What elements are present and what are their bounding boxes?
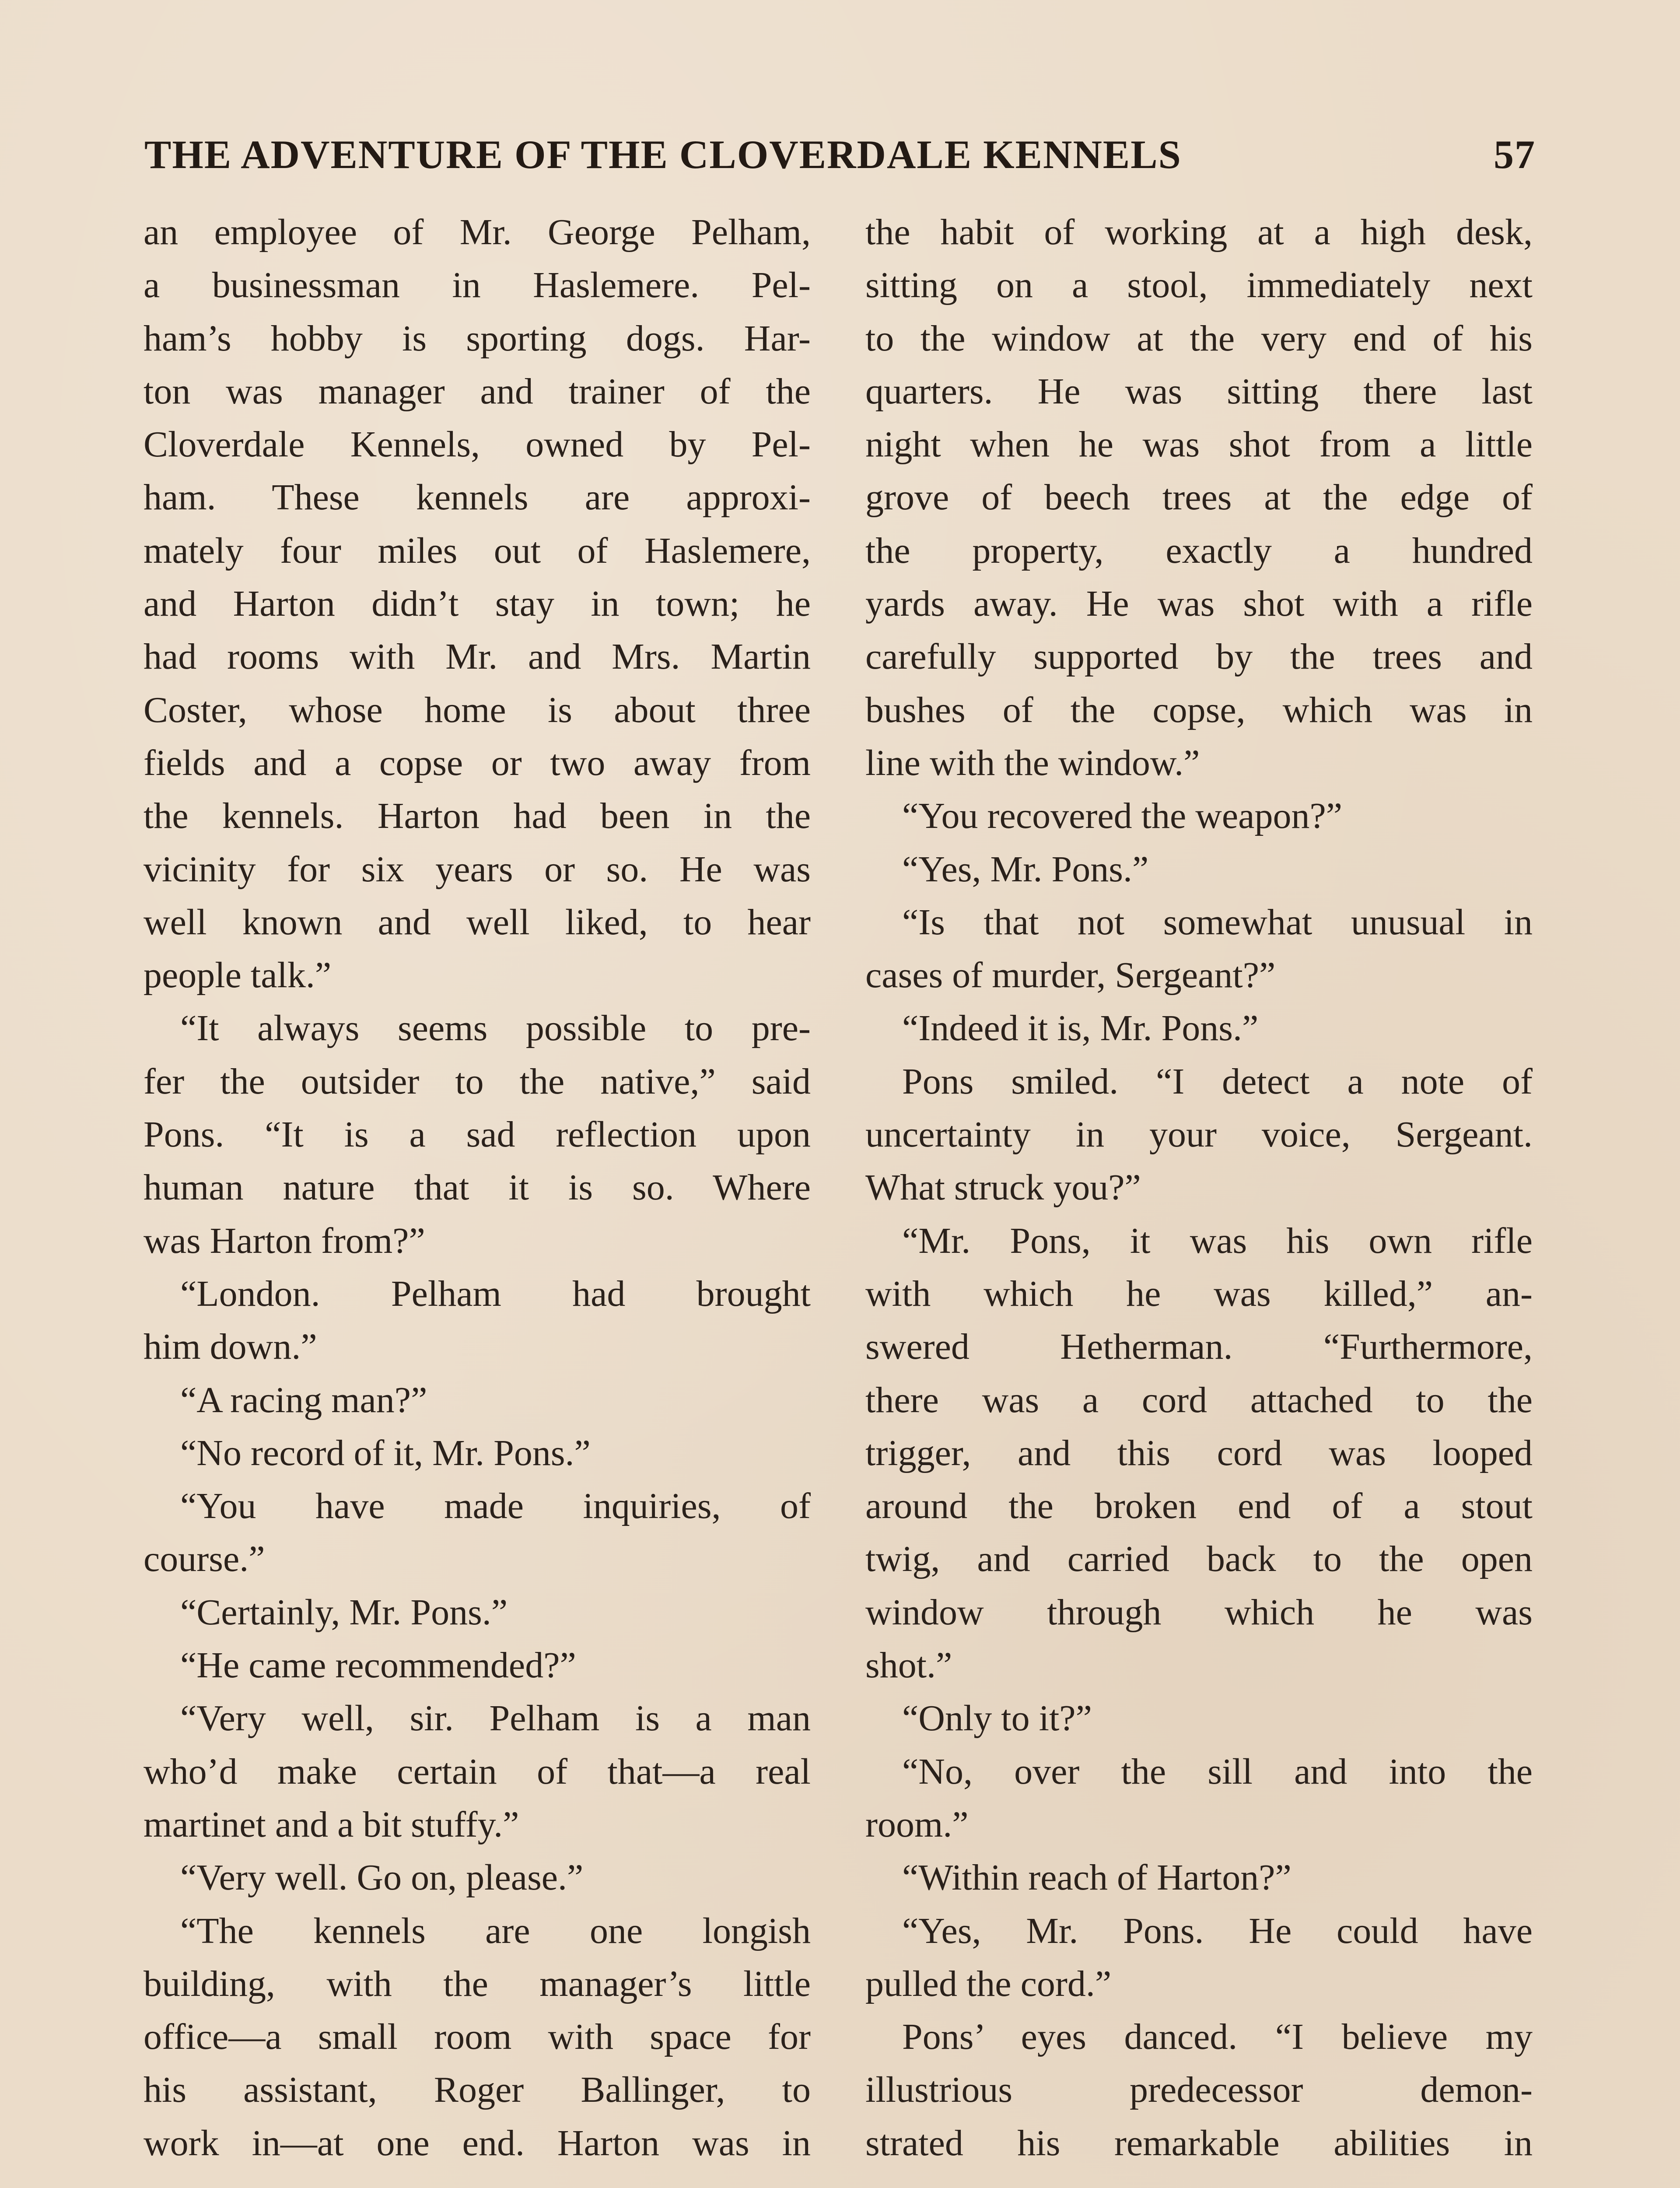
text-line: mately four miles out of Haslemere, xyxy=(144,530,811,571)
text-line: “Indeed it is, Mr. Pons.” xyxy=(902,1008,1259,1049)
text-line: “Only to it?” xyxy=(902,1698,1092,1739)
text-line: well known and well liked, to hear xyxy=(144,901,811,943)
text-line: “No, over the sill and into the xyxy=(902,1751,1533,1792)
text-line: swered Hetherman. “Furthermore, xyxy=(865,1326,1533,1368)
text-line: “Very well. Go on, please.” xyxy=(180,1857,584,1898)
text-line: carefully supported by the trees and xyxy=(865,636,1533,677)
text-line: “Yes, Mr. Pons.” xyxy=(902,849,1149,890)
right-text-column xyxy=(865,206,1533,2188)
text-line: “London. Pelham had brought xyxy=(180,1273,811,1314)
text-line: had rooms with Mr. and Mrs. Martin xyxy=(144,636,811,677)
text-line: “You recovered the weapon?” xyxy=(902,796,1343,837)
text-line: with which he was killed,” an- xyxy=(865,1273,1533,1314)
text-line: trigger, and this cord was looped xyxy=(865,1432,1533,1473)
text-line: ham’s hobby is sporting dogs. Har- xyxy=(144,318,811,359)
text-line: “Very well, sir. Pelham is a man xyxy=(180,1698,811,1739)
text-line: “Certainly, Mr. Pons.” xyxy=(180,1592,508,1633)
text-line: “It always seems possible to pre- xyxy=(180,1008,811,1049)
text-line: window through which he was xyxy=(865,1592,1533,1633)
text-line: Coster, whose home is about three xyxy=(144,689,811,730)
text-line: ton was manager and trainer of the xyxy=(144,371,811,412)
text-line: quarters. He was sitting there last xyxy=(865,371,1533,412)
text-line: to the window at the very end of his xyxy=(865,318,1533,359)
text-line: twig, and carried back to the open xyxy=(865,1539,1533,1580)
text-line: “He came recommended?” xyxy=(180,1645,576,1686)
text-line: “No record of it, Mr. Pons.” xyxy=(180,1432,591,1473)
text-line: “Is that not somewhat unusual in xyxy=(902,901,1533,943)
text-line: there was a cord attached to the xyxy=(865,1379,1533,1420)
text-line: work in—at one end. Harton was in xyxy=(144,2122,811,2163)
text-line: shot.” xyxy=(865,1645,952,1686)
text-line: line with the window.” xyxy=(865,742,1200,783)
text-line: building, with the manager’s little xyxy=(144,1963,811,2004)
text-line: What struck you?” xyxy=(865,1167,1141,1208)
text-line: sitting on a stool, immediately next xyxy=(865,265,1533,306)
text-line: night when he was shot from a little xyxy=(865,424,1533,465)
text-line: was Harton from?” xyxy=(144,1220,425,1261)
text-line: cases of murder, Sergeant?” xyxy=(865,955,1276,996)
text-line: and Harton didn’t stay in town; he xyxy=(144,583,811,624)
page-number: 57 xyxy=(1494,132,1536,177)
text-line: strated his remarkable abilities in xyxy=(865,2122,1533,2163)
text-line: pulled the cord.” xyxy=(865,1963,1112,2004)
text-line: the habit of working at a high desk, xyxy=(865,212,1533,252)
text-line: “The kennels are one longish xyxy=(180,1910,811,1951)
text-line: illustrious predecessor demon- xyxy=(865,2069,1533,2111)
text-line: people talk.” xyxy=(144,955,332,996)
text-line: fields and a copse or two away from xyxy=(144,742,811,783)
text-line: “Yes, Mr. Pons. He could have xyxy=(902,1910,1533,1951)
text-line: yards away. He was shot with a rifle xyxy=(865,583,1533,624)
text-line: his assistant, Roger Ballinger, to xyxy=(144,2069,811,2111)
text-line: uncertainty in your voice, Sergeant. xyxy=(865,1114,1533,1155)
text-line: “A racing man?” xyxy=(180,1379,427,1420)
text-line: martinet and a bit stuffy.” xyxy=(144,1804,519,1845)
running-title: THE ADVENTURE OF THE CLOVERDALE KENNELS xyxy=(144,132,1182,177)
text-line: ham. These kennels are approxi- xyxy=(144,477,811,518)
text-line: an employee of Mr. George Pelham, xyxy=(144,212,811,252)
text-line: who’d make certain of that—a real xyxy=(144,1751,811,1792)
left-text-column xyxy=(144,206,811,2188)
text-line: room.” xyxy=(865,1804,969,1845)
text-line: the property, exactly a hundred xyxy=(865,530,1533,571)
text-line: office—a small room with space for xyxy=(144,2016,811,2058)
running-head xyxy=(144,131,1536,188)
text-line: a businessman in Haslemere. Pel- xyxy=(144,265,811,306)
text-line: grove of beech trees at the edge of xyxy=(865,477,1533,518)
text-line: Pons. “It is a sad reflection upon xyxy=(144,1114,811,1155)
text-line: fer the outsider to the native,” said xyxy=(144,1061,811,1102)
text-line: bushes of the copse, which was in xyxy=(865,689,1533,730)
text-line: him down.” xyxy=(144,1326,317,1368)
text-line: course.” xyxy=(144,1539,265,1580)
text-line: human nature that it is so. Where xyxy=(144,1167,811,1208)
text-line: Pons’ eyes danced. “I believe my xyxy=(902,2016,1533,2058)
text-line: Pons smiled. “I detect a note of xyxy=(902,1061,1533,1102)
text-line: “Within reach of Harton?” xyxy=(902,1857,1292,1898)
text-line: “You have made inquiries, of xyxy=(180,1486,811,1527)
text-line: “Mr. Pons, it was his own rifle xyxy=(902,1220,1533,1261)
text-line: vicinity for six years or so. He was xyxy=(144,849,811,890)
text-line: Cloverdale Kennels, owned by Pel- xyxy=(144,424,811,465)
text-line: around the broken end of a stout xyxy=(865,1486,1533,1527)
text-line: the kennels. Harton had been in the xyxy=(144,796,811,837)
